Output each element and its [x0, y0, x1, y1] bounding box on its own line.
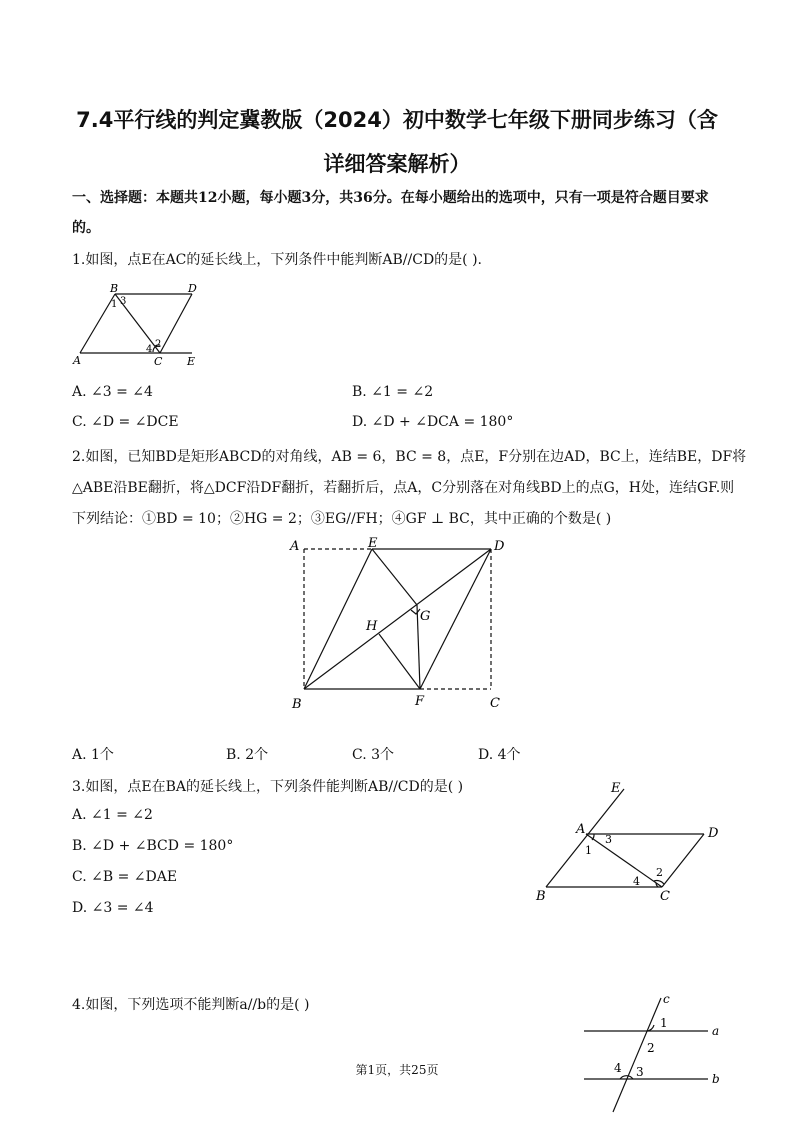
q2-label-E: E: [368, 536, 378, 551]
q3-option-b: B. ∠D + ∠BCD = 180°: [72, 838, 234, 854]
q1-option-b: B. ∠1 = ∠2: [352, 384, 434, 400]
section-heading-line-2: 的。: [72, 220, 100, 236]
q1-option-a: A. ∠3 = ∠4: [72, 384, 153, 400]
q4-stem: 4.如图，下列选项不能判断a//b的是( ): [72, 997, 310, 1013]
q2-label-D: D: [494, 539, 505, 554]
q4-label-a: a: [712, 1024, 720, 1038]
q2-stem-line-1: 2.如图，已知BD是矩形ABCD的对角线，AB = 6，BC = 8，点E，F分别在边AD，BC上，连结BE，DF将: [72, 449, 747, 465]
q3-option-d: D. ∠3 = ∠4: [72, 900, 154, 916]
q3-figure: [530, 775, 730, 910]
q4-label-c: c: [663, 992, 670, 1006]
section-heading-line-1: 一、选择题：本题共12小题，每小题3分，共36分。在每小题给出的选项中，只有一项是符合题目要求: [72, 190, 709, 206]
q1-angle-1: 1: [111, 299, 118, 310]
q2-option-a: A. 1个: [72, 747, 114, 763]
q2-option-b: B. 2个: [226, 747, 269, 763]
q1-angle-3: 3: [120, 296, 127, 307]
q4-angle-4: 4: [614, 1061, 622, 1075]
q3-angle-3: 3: [605, 833, 612, 846]
q3-stem: 3.如图，点E在BA的延长线上，下列条件能判断AB//CD的是( ): [72, 779, 464, 795]
q3-angle-1: 1: [585, 844, 592, 857]
q1-angle-2: 2: [155, 339, 162, 350]
q1-label-D: D: [188, 282, 197, 295]
q2-option-c: C. 3个: [352, 747, 395, 763]
q2-figure: [280, 530, 520, 720]
q1-option-c: C. ∠D = ∠DCE: [72, 414, 179, 430]
q4-figure: [580, 992, 740, 1118]
q3-option-c: C. ∠B = ∠DAE: [72, 869, 178, 885]
q1-stem: 1.如图，点E在AC的延长线上，下列条件中能判断AB//CD的是( ).: [72, 252, 482, 268]
q1-angle-4: 4: [146, 344, 153, 355]
q3-angle-4: 4: [633, 875, 640, 888]
q4-angle-2: 2: [647, 1041, 655, 1055]
q3-label-A: A: [576, 822, 586, 837]
q4-angle-1: 1: [660, 1016, 668, 1030]
page-title-line-1: 7.4平行线的判定冀教版（2024）初中数学七年级下册同步练习（含: [76, 108, 718, 132]
q3-angle-2: 2: [656, 866, 663, 879]
q3-label-B: B: [536, 889, 546, 904]
q2-label-G: G: [420, 609, 431, 624]
q1-label-B: B: [110, 282, 119, 295]
q2-label-B: B: [292, 697, 302, 712]
q2-label-C: C: [490, 696, 500, 711]
q1-option-d: D. ∠D + ∠DCA = 180°: [352, 414, 514, 430]
q1-figure: [60, 280, 220, 370]
page-footer: 第1页，共25页: [355, 1063, 439, 1077]
q4-angle-3: 3: [636, 1065, 644, 1079]
q1-label-A: A: [73, 354, 81, 367]
q4-label-b: b: [712, 1072, 720, 1086]
q2-label-A: A: [290, 539, 300, 554]
q3-label-D: D: [708, 826, 719, 841]
q2-stem-line-2: △ABE沿BE翻折，将△DCF沿DF翻折，若翻折后，点A，C分别落在对角线BD上的点G，H处，连结GF.则: [72, 480, 735, 496]
q1-label-E: E: [187, 355, 196, 368]
q3-label-E: E: [611, 781, 621, 796]
q2-label-H: H: [366, 619, 378, 634]
q3-label-C: C: [660, 889, 670, 904]
q3-option-a: A. ∠1 = ∠2: [72, 807, 153, 823]
q2-stem-line-3: 下列结论：①BD = 10；②HG = 2；③EG//FH；④GF ⊥ BC，其中正确的个数是( ): [72, 511, 612, 527]
q2-label-F: F: [415, 694, 425, 709]
q2-option-d: D. 4个: [478, 747, 521, 763]
page-title-line-2: 详细答案解析）: [323, 152, 471, 176]
q1-label-C: C: [154, 355, 163, 368]
